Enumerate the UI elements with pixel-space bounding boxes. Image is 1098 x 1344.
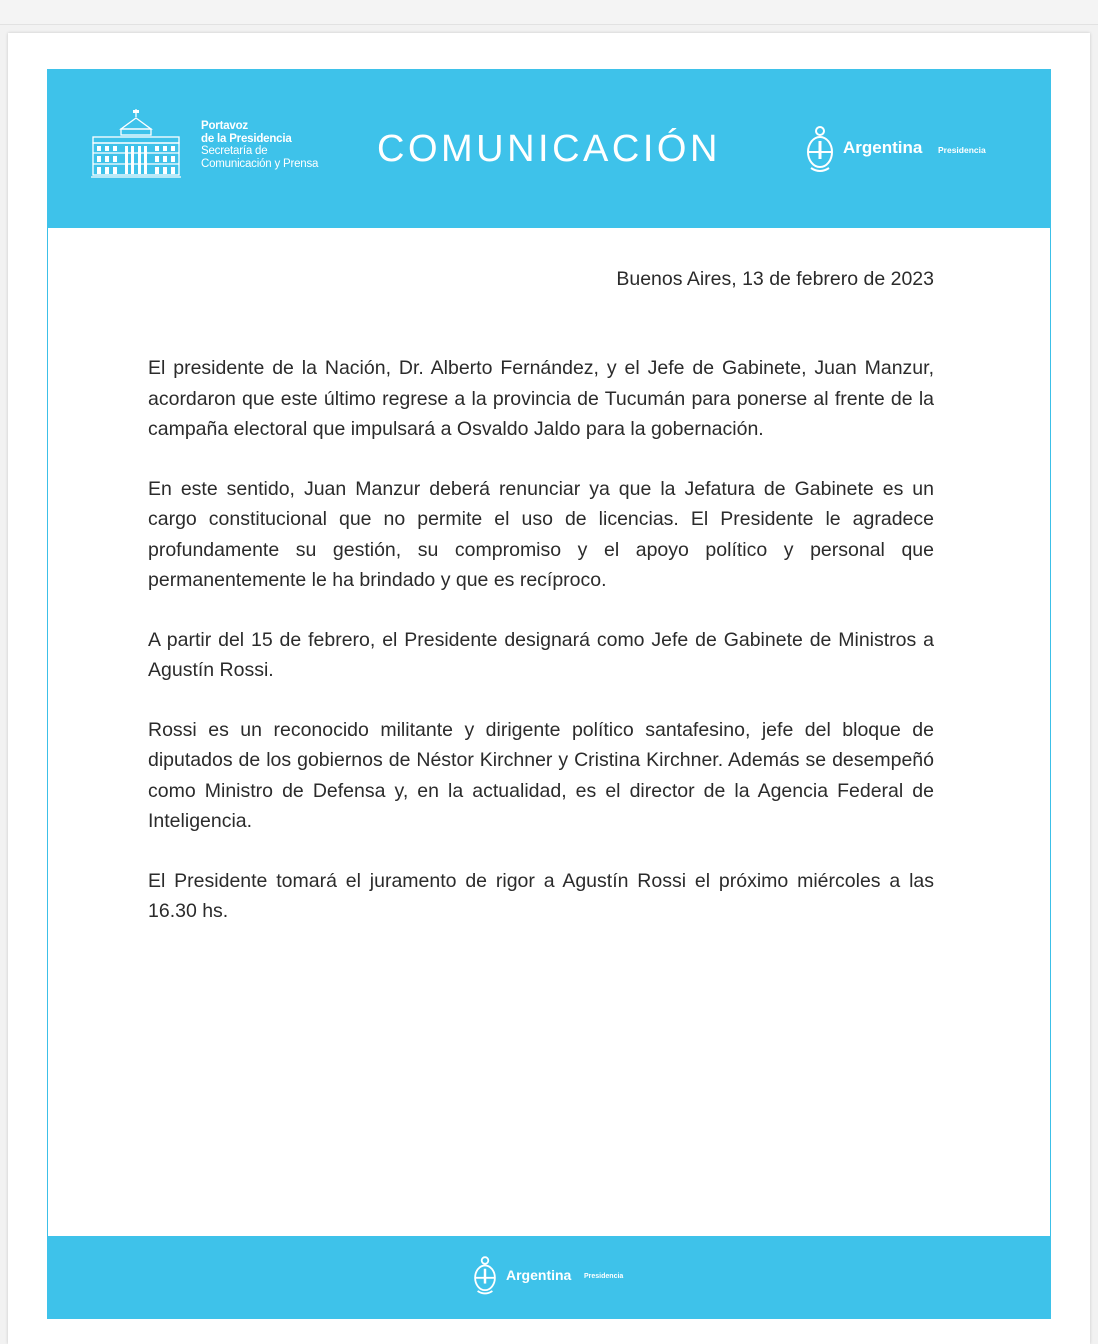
paragraph: A partir del 15 de febrero, el Presidente designará como Jefe de Gabinete de Ministros a Agustín Rossi. xyxy=(148,628,934,681)
document-title: COMUNICACIÓN xyxy=(377,128,721,170)
office-name xyxy=(201,120,318,170)
argentina-coat-of-arms-icon xyxy=(471,1253,499,1296)
paragraph: El presidente de la Nación, Dr. Alberto Fernández, y el Jefe de Gabinete, Juan Manzur, acordaron que este último regrese a la provincia de Tucumán para ponerse al frente de la campaña electoral que impulsará a Osvaldo Jaldo para la gobernación. xyxy=(148,357,934,440)
footer-brand-sub: Presidencia xyxy=(584,1273,624,1280)
letterhead-header xyxy=(47,69,1051,228)
office-line-4: Comunicación y Prensa xyxy=(201,157,319,170)
paragraph: Rossi es un reconocido militante y dirigente político santafesino, jefe del bloque de diputados de los gobiernos de Néstor Kirchner y Cristina Kirchner. Además se desempeñó como Ministro de Defensa y, en la actualidad, es el director de la Agencia Federal de Inteligencia. xyxy=(148,718,934,832)
header-brand-name: Argentina xyxy=(843,138,923,157)
footer-brand-name: Argentina xyxy=(506,1267,572,1283)
office-line-3: Secretaría de xyxy=(201,145,268,157)
office-line-1: Portavoz xyxy=(201,120,248,132)
casa-rosada-building-icon xyxy=(91,107,181,181)
header-brand-sub: Presidencia xyxy=(938,145,986,155)
paragraph: El Presidente tomará el juramento de rigor a Agustín Rossi el próximo miércoles a las 16.30 hs. xyxy=(148,869,934,922)
viewer-top-strip xyxy=(0,0,1098,25)
document-date: Buenos Aires, 13 de febrero de 2023 xyxy=(616,268,934,290)
letterhead-footer xyxy=(47,1236,1051,1319)
paragraph: En este sentido, Juan Manzur deberá renunciar ya que la Jefatura de Gabinete es un cargo constitucional que no permite el uso de licencias. El Presidente le agradece profundamente su gestión, su compromiso y el apoyo político y personal que permanentemente le ha brindado y que es recíproco. xyxy=(148,477,934,591)
argentina-coat-of-arms-icon xyxy=(803,122,837,174)
office-line-2: de la Presidencia xyxy=(201,132,292,145)
document-body xyxy=(148,353,934,956)
